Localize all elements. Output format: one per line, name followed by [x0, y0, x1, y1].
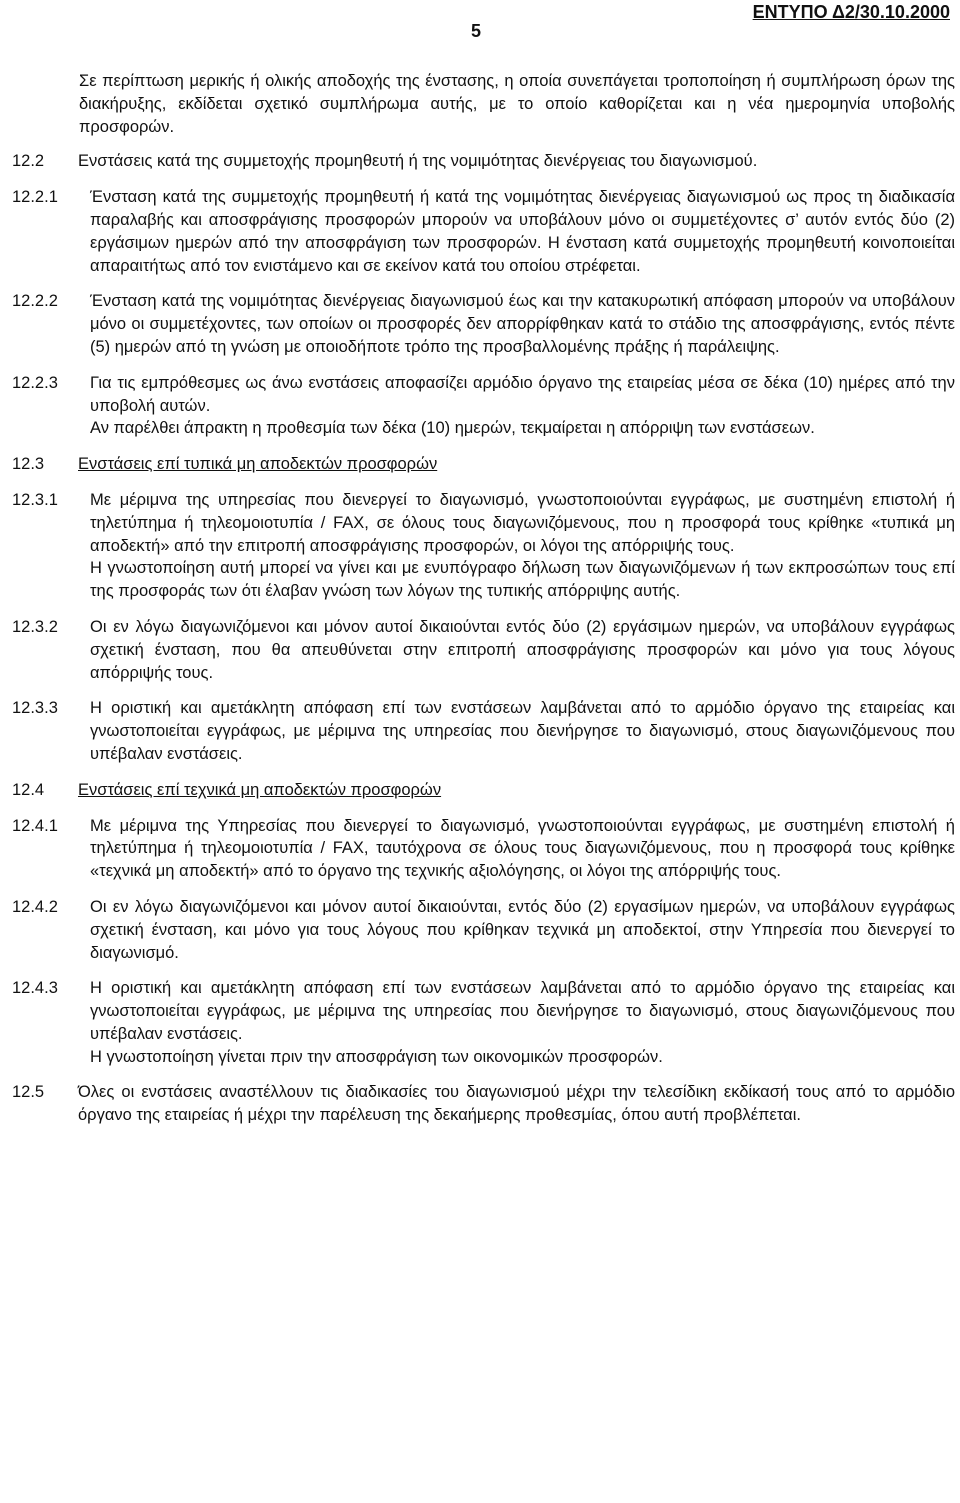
clause-number: 12.3.3: [12, 699, 58, 718]
clause-text: Οι εν λόγω διαγωνιζόμενοι και μόνον αυτοί δικαιούνται εντός δύο (2) εργάσιμων ημερών, να υποβάλουν εγγράφως σχετική ένσταση, που θα απευθύνεται στην επιτροπή αποσφράγισης προσφορών και μόνο για τους λόγους απόρριψής τους.: [90, 617, 955, 682]
clause-number: 12.2.2: [12, 292, 58, 311]
clause-text: Η οριστική και αμετάκλητη απόφαση επί των ενστάσεων λαμβάνεται από το αρμόδιο όργανο της εταιρείας και γνωστοποιείται εγγράφως, με μέριμνα της υπηρεσίας που διενήργησε το διαγωνισμό, στους διαγωνιζόμενους που υπέβαλαν ενστάσεις.: [90, 699, 955, 763]
section-12-5: [12, 1081, 955, 1127]
clause-text: Ένσταση κατά της νομιμότητας διενέργειας διαγωνισμού έως και την κατακυρωτική απόφαση μπορούν να υποβάλουν μόνο οι συμμετέχοντες, των οποίων οι προσφορές δεν απορρίφθηκαν κατά το στάδιο της αποσφράγισης, εντός πέντε (5) ημερών από τη γνώση με οποιοδήποτε τρόπο της προσβαλλομένης πράξης ή παράλειψης.: [90, 292, 955, 356]
section-number: 12.5: [12, 1083, 45, 1102]
clause-number: 12.4.2: [12, 897, 58, 916]
section-heading-12-4: [12, 779, 955, 802]
clause-12-3-3: [12, 697, 955, 765]
clause-text: Η γνωστοποίηση αυτή μπορεί να γίνει και με ενυπόγραφο δήλωση των διαγωνιζόμενων ή των εκπροσώπων τους επί της προσφοράς των ότι έλαβαν γνώση των λόγων της τυπικής απόρριψης αυτής.: [90, 559, 955, 601]
intro-paragraph: Σε περίπτωση μερικής ή ολικής αποδοχής της ένστασης, η οποία συνεπάγεται τροποποίηση ή συμπλήρωση όρων της διακήρυξης, εκδίδεται σχετικό συμπλήρωμα αυτής, με το οποίο καθορίζεται και η νέα ημερομηνία υποβολής προσφορών.: [79, 72, 955, 136]
clause-12-4-3: [12, 977, 955, 1068]
clause-text: Με μέριμνα της υπηρεσίας που διενεργεί το διαγωνισμό, γνωστοποιούνται εγγράφως, με συστημένη επιστολή ή τηλετύπημα ή τηλεομοιοτυπία / FAX, σε όλους τους διαγωνιζόμενους, που η προσφορά τους κρίθηκε «τυπικά μη αποδεκτή» από την επιτροπή αποσφράγισης προσφορών, οι λόγοι της απόρριψής τους.: [90, 490, 955, 555]
clause-12-4-1: [12, 815, 955, 883]
clause-number: 12.3.1: [12, 490, 58, 509]
clause-number: 12.3.2: [12, 617, 58, 636]
clause-text: Με μέριμνα της Υπηρεσίας που διενεργεί το διαγωνισμό, γνωστοποιούνται εγγράφως, με συστημένη επιστολή ή τηλετύπημα ή τηλεομοιοτυπία / FAX, ταυτόχρονα σε όλους τους διαγωνιζόμενους, που η προσφορά τους κρίθηκε «τεχνικά μη αποδεκτή» από το όργανο της τεχνικής αξιολόγησης, οι λόγοι της απόρριψής τους.: [90, 816, 955, 881]
page-number: 5: [471, 21, 482, 41]
section-heading-12-3: [12, 453, 955, 476]
clause-number: 12.2.1: [12, 188, 58, 207]
clause-12-3-2: [12, 616, 955, 684]
document-body: [12, 70, 955, 1127]
clause-text: Οι εν λόγω διαγωνιζόμενοι και μόνον αυτοί δικαιούνται, εντός δύο (2) εργασίμων ημερών, να υποβάλουν εγγράφως σχετική ένσταση, και μόνο για τους λόγους που κρίθηκαν τεχνικά μη αποδεκτοί, στην Υπηρεσία που διενεργεί το διαγωνισμό.: [90, 897, 955, 962]
section-text: Όλες οι ενστάσεις αναστέλλουν τις διαδικασίες του διαγωνισμού μέχρι την τελεσίδικη εκδίκασή τους από το αρμόδιο όργανο της εταιρείας ή μέχρι την παρέλευση της δεκαήμερης προθεσμίας, όπου αυτή προβλέπεται.: [78, 1083, 955, 1125]
clause-12-2-1: [12, 186, 955, 277]
clause-text: Αν παρέλθει άπρακτη η προθεσμία των δέκα (10) ημερών, τεκμαίρεται η απόρριψη των ενστάσεων.: [90, 419, 815, 438]
clause-number: 12.4.1: [12, 816, 58, 835]
form-code: ΕΝΤΥΠΟ Δ2/30.10.2000: [752, 2, 950, 22]
section-number: 12.2: [12, 152, 45, 171]
clause-text: Η γνωστοποίηση γίνεται πριν την αποσφράγιση των οικονομικών προσφορών.: [90, 1047, 663, 1066]
clause-12-3-1: [12, 489, 955, 603]
section-number: 12.3: [12, 455, 45, 474]
section-title: Ενστάσεις επί τεχνικά μη αποδεκτών προσφορών: [78, 780, 442, 799]
section-heading-12-2: [12, 150, 955, 173]
clause-number: 12.4.3: [12, 979, 58, 998]
section-title: Ενστάσεις επί τυπικά μη αποδεκτών προσφορών: [78, 455, 438, 474]
clause-text: Η οριστική και αμετάκλητη απόφαση επί των ενστάσεων λαμβάνεται από το αρμόδιο όργανο της εταιρείας και γνωστοποιείται εγγράφως, με μέριμνα της υπηρεσίας που διενήργησε το διαγωνισμό, στους διαγωνιζόμενους που υπέβαλαν ενστάσεις.: [90, 979, 955, 1043]
clause-12-4-2: [12, 896, 955, 964]
section-title: Ενστάσεις κατά της συμμετοχής προμηθευτή ή της νομιμότητας διενέργειας του διαγωνισμού.: [78, 152, 758, 171]
section-number: 12.4: [12, 780, 45, 799]
clause-12-2-2: [12, 290, 955, 358]
clause-12-2-3: [12, 372, 955, 440]
clause-text: Ένσταση κατά της συμμετοχής προμηθευτή ή κατά της νομιμότητας διενέργειας διαγωνισμού ως προς τη διαδικασία παραλαβής και αποσφράγισης προσφορών μπορούν να υποβάλουν μόνο οι συμμετέχοντες σ’ αυτόν εντός δύο (2) εργάσιμων ημερών από την αποσφράγιση των προσφορών. Η ένσταση κατά συμμετοχής προμηθευτή κοινοποιείται απαραιτήτως από τον ενιστάμενο και σε εκείνον κατά του οποίου στρέφεται.: [90, 188, 955, 275]
clause-number: 12.2.3: [12, 373, 58, 392]
clause-text: Για τις εμπρόθεσμες ως άνω ενστάσεις αποφασίζει αρμόδιο όργανο της εταιρείας μέσα σε δέκα (10) ημέρες από την υποβολή αυτών.: [90, 373, 955, 415]
